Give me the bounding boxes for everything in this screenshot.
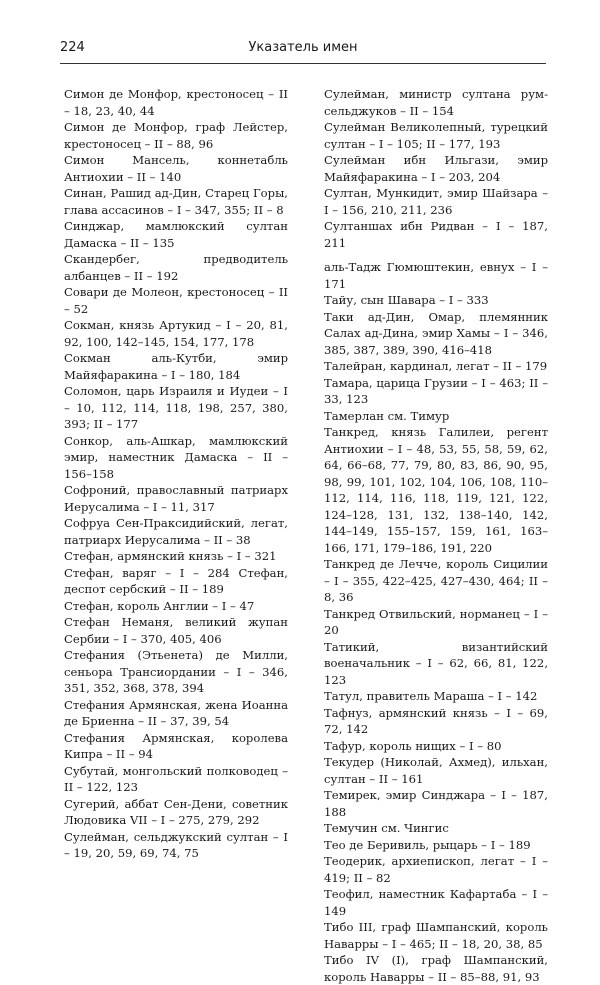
index-entry: Теодерик, архиепископ, легат – I – 419; II – 82 xyxy=(324,854,548,885)
index-entry: Тамерлан см. Тимур xyxy=(324,408,450,423)
index-entry: Стефан, армянский князь – I – 321 xyxy=(64,549,277,563)
index-entry: Синан, Рашид ад-Дин, Старец Горы, глава ассасинов – I – 347, 355; II – 8 xyxy=(64,186,288,217)
index-entry: Султаншах ибн Ридван – I – 187, 211 xyxy=(324,219,548,250)
index-entry: Талейран, кардинал, легат – II – 179 xyxy=(324,359,548,373)
index-entry: Тафнуз, армянский князь – I – 69, 72, 142 xyxy=(324,705,548,736)
index-entry: Танкред Отвильский, норманец – I – 20 xyxy=(324,606,548,637)
running-title: Указатель имен xyxy=(248,40,358,55)
index-entry: Тайу, сын Шавара – I – 333 xyxy=(324,293,489,307)
index-entry: Субутай, монгольский полководец – II – 122, 123 xyxy=(64,763,288,794)
index-entry: Султан, Мункидит, эмир Шайзара – I – 156, 210, 211, 236 xyxy=(324,186,548,217)
index-entry: Стефания Армянская, королева Кипра – II – 94 xyxy=(64,730,288,761)
index-entry: Стефания (Этьенета) де Милли, сеньора Трансиордании – I – 346, 351, 352, 368, 378, 394 xyxy=(64,648,288,695)
index-entry: Стефан Неманя, великий жупан Сербии – I – 370, 405, 406 xyxy=(64,615,288,646)
right-column xyxy=(324,86,548,985)
index-entry: Теофил, наместник Кафартаба – I – 149 xyxy=(324,887,548,918)
index-entry: Симон де Монфор, граф Лейстер, крестоносец – II – 88, 96 xyxy=(64,120,288,151)
index-entry: Татул, правитель Мараша – I – 142 xyxy=(324,689,538,703)
index-entry: Тибо IV (I), граф Шампанский, король Наварры – II – 85–88, 91, 93 xyxy=(324,953,548,984)
index-entry: Симон де Монфор, крестоносец – II – 18, 23, 40, 44 xyxy=(64,87,288,118)
left-column xyxy=(64,86,288,862)
index-entry: Симон Мансель, коннетабль Антиохии – II – 140 xyxy=(64,153,288,184)
index-entry: Стефан, варяг – I – 284 Стефан, деспот сербский – II – 189 xyxy=(64,565,288,596)
section-gap xyxy=(324,251,548,259)
index-entry: Соломон, царь Израиля и Иудеи – I – 10, 112, 114, 118, 198, 257, 380, 393; II – 177 xyxy=(64,384,288,431)
index-entry: Синджар, мамлюкский султан Дамаска – II – 135 xyxy=(64,219,288,250)
index-entry: Сугерий, аббат Сен-Дени, советник Людовика VII – I – 275, 279, 292 xyxy=(64,796,288,827)
index-entry: Танкред, князь Галилеи, регент Антиохии – I – 48, 53, 55, 58, 59, 62, 64, 66–68, 77, 79, 80, 83, 86, 90, 95, 98, 99, 101, 102, 104, 106, 108, 110–112, 114, 116, 118, 119, 121, 122, 124–128, 131, 132, 138–140, 142, 144–149, 155–157, 159, 161, 163–166, 171, 179–186, 191, 220 xyxy=(324,425,548,555)
page-number: 224 xyxy=(60,40,85,55)
index-entry: Сонкор, аль-Ашкар, мамлюкский эмир, наместник Дамаска – II – 156–158 xyxy=(64,433,288,481)
index-entry: Сулейман ибн Ильгази, эмир Майяфаракина – I – 203, 204 xyxy=(324,153,548,184)
index-entry: Сокман, князь Артукид – I – 20, 81, 92, 100, 142–145, 154, 177, 178 xyxy=(64,318,288,349)
index-entry: Танкред де Лечче, король Сицилии – I – 355, 422–425, 427–430, 464; II – 8, 36 xyxy=(324,557,548,604)
index-entry: Таки ад-Дин, Омар, племянник Салах ад-Дина, эмир Хамы – I – 346, 385, 387, 389, 390, 416–418 xyxy=(324,309,548,357)
index-entry: Совари де Молеон, крестоносец – II – 52 xyxy=(64,285,288,316)
index-entry: Сокман аль-Кутби, эмир Майяфаракина – I – 180, 184 xyxy=(64,351,288,382)
index-entry: Сулейман, министр султана рум-сельджуков – II – 154 xyxy=(324,87,548,118)
index-entry: Софруа Сен-Праксидийский, легат, патриарх Иерусалима – II – 38 xyxy=(64,516,288,547)
index-entry: Скандербег, предводитель албанцев – II – 192 xyxy=(64,252,288,283)
index-entry: Стефания Армянская, жена Иоанна де Бриенна – II – 37, 39, 54 xyxy=(64,697,288,728)
header-rule xyxy=(60,63,546,64)
index-entry: Сулейман, сельджукский султан – I – 19, 20, 59, 69, 74, 75 xyxy=(64,829,288,860)
index-entry: Сулейман Великолепный, турецкий султан – I – 105; II – 177, 193 xyxy=(324,120,548,151)
index-entry: Софроний, православный патриарх Иерусалима – I – 11, 317 xyxy=(64,483,288,514)
index-entry: аль-Тадж Гюмюштекин, евнух – I – 171 xyxy=(324,260,548,291)
index-entry: Татикий, византийский военачальник – I – 62, 66, 81, 122, 123 xyxy=(324,639,548,687)
index-entry: Темучин см. Чингис xyxy=(324,821,449,835)
page-header xyxy=(60,40,546,62)
index-entry: Тамара, царица Грузии – I – 463; II – 33, 123 xyxy=(324,375,548,406)
index-entry: Тафур, король нищих – I – 80 xyxy=(324,738,502,753)
index-entry: Тео де Беривиль, рыцарь – I – 189 xyxy=(324,837,531,852)
index-entry: Тибо III, граф Шампанский, король Наварры – I – 465; II – 18, 20, 38, 85 xyxy=(324,920,548,951)
index-entry: Темирек, эмир Синджара – I – 187, 188 xyxy=(324,788,548,819)
index-entry: Текудер (Николай, Ахмед), ильхан, султан – II – 161 xyxy=(324,755,548,786)
index-entry: Стефан, король Англии – I – 47 xyxy=(64,598,255,613)
